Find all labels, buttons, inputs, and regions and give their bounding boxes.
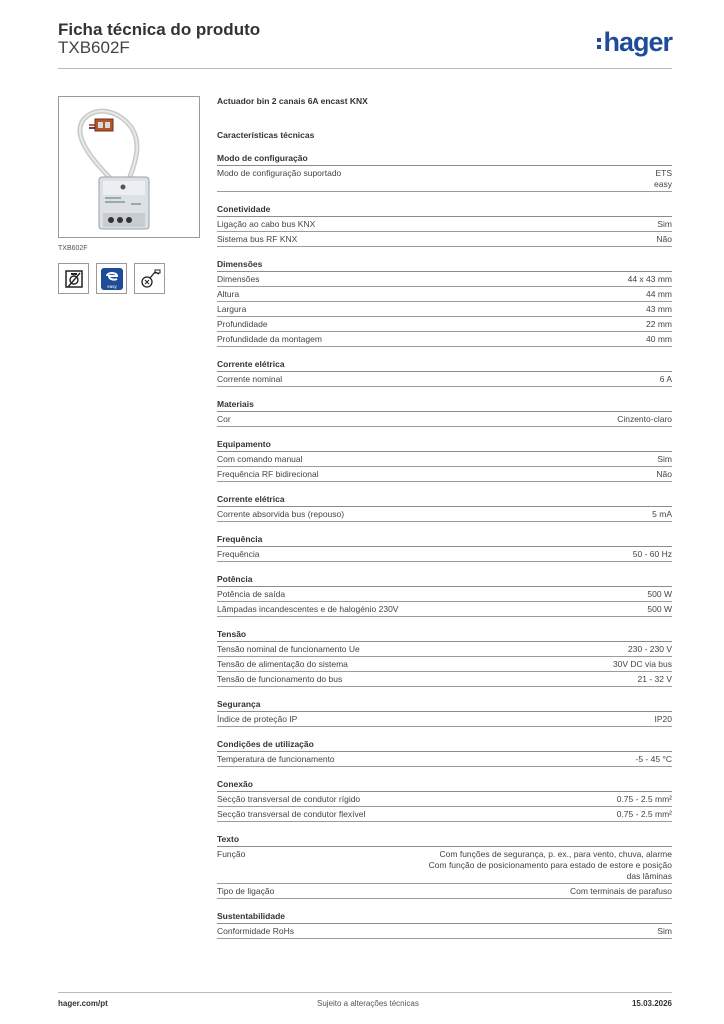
spec-value: [372, 674, 672, 685]
spec-row: [217, 507, 672, 522]
spec-label: Com comando manual: [217, 454, 303, 464]
spec-section: [217, 833, 672, 899]
spec-section: [217, 152, 672, 192]
brand-logo: [597, 27, 672, 57]
spec-value-line: Cinzento-claro: [617, 414, 672, 424]
spec-section-title: Sustentabilidade: [217, 910, 672, 924]
spec-label: Tensão de alimentação do sistema: [217, 659, 348, 669]
spec-label: Índice de proteção IP: [217, 714, 298, 724]
spec-value-line: Com funções de segurança, p. ex., para vento, chuva, alarme: [439, 849, 672, 859]
spec-row: [217, 166, 672, 192]
spec-section: [217, 258, 672, 347]
spec-row: [217, 287, 672, 302]
spec-value: [372, 644, 672, 655]
spec-section-title: Frequência: [217, 533, 672, 547]
spec-section: [217, 493, 672, 522]
spec-value: [372, 809, 672, 820]
spec-value: [372, 454, 672, 465]
spec-sheet: [217, 95, 672, 939]
spec-row: [217, 807, 672, 822]
spec-row: [217, 332, 672, 347]
spec-label: Dimensões: [217, 274, 260, 284]
spec-value-line: 5 mA: [652, 509, 672, 519]
spec-value-line: 500 W: [647, 589, 672, 599]
spec-label: Profundidade da montagem: [217, 334, 322, 344]
spec-row: [217, 642, 672, 657]
spec-row: [217, 217, 672, 232]
spec-section-title: Tensão: [217, 628, 672, 642]
spec-value: [372, 659, 672, 670]
spec-value: [372, 886, 672, 897]
feature-icons: [58, 263, 165, 294]
spec-value-line: 44 x 43 mm: [627, 274, 672, 284]
logo-colon-mark: [597, 38, 601, 49]
spec-value-line: -5 - 45 °C: [635, 754, 672, 764]
spec-value-line: 43 mm: [646, 304, 672, 314]
spec-section: [217, 778, 672, 822]
spec-label: Sistema bus RF KNX: [217, 234, 298, 244]
spec-section-title: Modo de configuração: [217, 152, 672, 166]
spec-value: [372, 168, 672, 190]
spec-label: Tipo de ligação: [217, 886, 275, 896]
spec-value-line: 0.75 - 2.5 mm²: [616, 809, 672, 819]
footer-divider: [58, 992, 672, 993]
spec-section: [217, 358, 672, 387]
footer-date: 15.03.2026: [631, 999, 672, 1008]
header-divider: [58, 68, 672, 69]
spec-row: [217, 587, 672, 602]
spec-label: Cor: [217, 414, 231, 424]
spec-value: [372, 754, 672, 765]
spec-value-line: Não: [656, 234, 672, 244]
footer-website[interactable]: hager.com/pt: [58, 999, 108, 1008]
spec-section-title: Conexão: [217, 778, 672, 792]
spec-row: [217, 372, 672, 387]
spec-value-line: 500 W: [647, 604, 672, 614]
spec-row: [217, 712, 672, 727]
spec-section: [217, 533, 672, 562]
spec-label: Corrente nominal: [217, 374, 283, 384]
spec-value: [372, 374, 672, 385]
spec-section: [217, 910, 672, 939]
spec-value: [372, 274, 672, 285]
spec-section-title: Equipamento: [217, 438, 672, 452]
spec-value: [372, 714, 672, 725]
spec-label: Secção transversal de condutor rígido: [217, 794, 361, 804]
spec-row: [217, 452, 672, 467]
spec-label: Potência de saída: [217, 589, 286, 599]
spec-section: [217, 438, 672, 482]
spec-row: [217, 884, 672, 899]
spec-label: Largura: [217, 304, 247, 314]
spec-row: [217, 317, 672, 332]
spec-value: [372, 234, 672, 245]
spec-section: [217, 573, 672, 617]
spec-label: Profundidade: [217, 319, 268, 329]
spec-value: [372, 589, 672, 600]
spec-value-line: 50 - 60 Hz: [632, 549, 672, 559]
spec-value-line: Com função de posicionamento para estado de estore e posição das lâminas: [428, 860, 672, 881]
spec-row: [217, 547, 672, 562]
page-title: Ficha técnica do produto: [58, 20, 261, 39]
spec-value-line: 6 A: [659, 374, 672, 384]
spec-value-line: 21 - 32 V: [637, 674, 672, 684]
spec-label: Frequência RF bidirecional: [217, 469, 319, 479]
spec-section: [217, 738, 672, 767]
easy-configuration-icon: [96, 263, 127, 294]
easy-badge-text: easy: [106, 283, 117, 289]
spec-value: [372, 319, 672, 330]
spec-value-line: IP20: [654, 714, 672, 724]
spec-row: [217, 672, 672, 687]
mounting-box-icon: [58, 263, 89, 294]
spec-section: [217, 628, 672, 687]
spec-row: [217, 302, 672, 317]
spec-row: [217, 752, 672, 767]
spec-value: [372, 289, 672, 300]
spec-value-line: 30V DC via bus: [612, 659, 672, 669]
spec-value-line: 230 - 230 V: [628, 644, 672, 654]
spec-label: Tensão nominal de funcionamento Ue: [217, 644, 360, 654]
spec-label: Conformidade RoHs: [217, 926, 295, 936]
spec-section-title: Corrente elétrica: [217, 493, 672, 507]
spec-label: Modo de configuração suportado: [217, 168, 342, 178]
spec-label: Ligação ao cabo bus KNX: [217, 219, 316, 229]
spec-row: [217, 232, 672, 247]
spec-value-line: Com terminais de parafuso: [569, 886, 672, 896]
spec-sections: [217, 152, 672, 939]
spec-label: Tensão de funcionamento do bus: [217, 674, 343, 684]
spec-value: [372, 794, 672, 805]
spec-value-line: 40 mm: [646, 334, 672, 344]
spec-section: [217, 698, 672, 727]
spec-value: [398, 604, 672, 615]
spec-row: [217, 602, 672, 617]
spec-row: [217, 924, 672, 939]
product-code: TXB602F: [58, 38, 130, 57]
product-name: Actuador bin 2 canais 6A encast KNX: [217, 96, 368, 106]
spec-row: [217, 657, 672, 672]
spec-label: Temperatura de funcionamento: [217, 754, 335, 764]
spec-value: [372, 219, 672, 230]
footer-notice: Sujeito a alterações técnicas: [317, 999, 419, 1008]
spec-value-line: easy: [654, 179, 672, 189]
spec-value: [372, 334, 672, 345]
spec-value: [372, 509, 672, 520]
spec-value-line: ETS: [655, 168, 672, 178]
spec-section-title: Materiais: [217, 398, 672, 412]
spec-section-title: Dimensões: [217, 258, 672, 272]
spec-value-line: 44 mm: [646, 289, 672, 299]
brand-wordmark: hager: [603, 26, 672, 57]
spec-value-line: 0.75 - 2.5 mm²: [616, 794, 672, 804]
spec-section-title: Condições de utilização: [217, 738, 672, 752]
spec-section-title: Corrente elétrica: [217, 358, 672, 372]
spec-section: [217, 203, 672, 247]
spec-value: [372, 469, 672, 480]
technical-characteristics-heading: Características técnicas: [217, 130, 315, 140]
spec-value: [372, 549, 672, 560]
spec-value: [422, 849, 672, 882]
spec-row: [217, 467, 672, 482]
spec-value-line: Sim: [657, 454, 672, 464]
spec-row: [217, 847, 672, 884]
product-image-caption: TXB602F: [58, 245, 88, 252]
spec-value-line: 22 mm: [646, 319, 672, 329]
spec-section-title: Texto: [217, 833, 672, 847]
spec-value-line: Sim: [657, 219, 672, 229]
knx-wiring-icon: [134, 263, 165, 294]
spec-value-line: Sim: [657, 926, 672, 936]
product-illustration: [59, 97, 199, 237]
spec-label: Corrente absorvida bus (repouso): [217, 509, 345, 519]
spec-label: Lâmpadas incandescentes e de halogénio 230V: [217, 604, 399, 614]
spec-row: [217, 792, 672, 807]
spec-label: Altura: [217, 289, 240, 299]
spec-section: [217, 398, 672, 427]
spec-value: [372, 304, 672, 315]
spec-label: Função: [217, 849, 246, 859]
spec-label: Secção transversal de condutor flexível: [217, 809, 366, 819]
spec-value: [372, 414, 672, 425]
spec-section-title: Potência: [217, 573, 672, 587]
product-image: [58, 96, 200, 238]
spec-section-title: Conetividade: [217, 203, 672, 217]
spec-value-line: Não: [656, 469, 672, 479]
spec-row: [217, 412, 672, 427]
spec-label: Frequência: [217, 549, 260, 559]
spec-section-title: Segurança: [217, 698, 672, 712]
spec-value: [372, 926, 672, 937]
spec-row: [217, 272, 672, 287]
